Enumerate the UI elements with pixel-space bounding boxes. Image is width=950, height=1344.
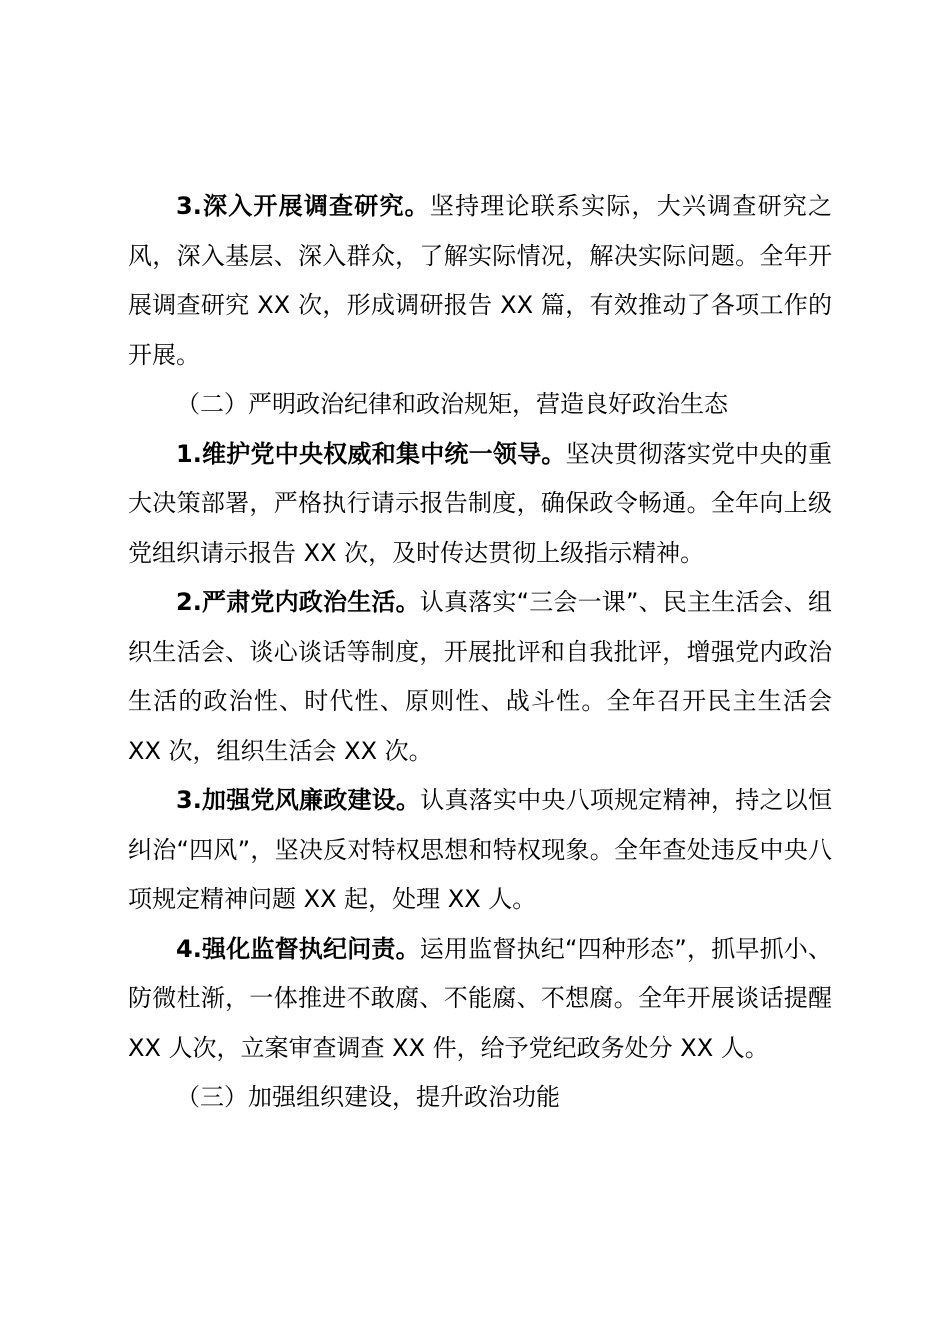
section-heading-text: （二）严明政治纪律和政治规矩，营造良好政治生态 [176, 390, 728, 418]
paragraph-text: 认真落实“三会一课”、民主生活会、组织生活会、谈心谈话等制度，开展批评和自我批评，增强党内政治生活的政治性、时代性、原则性、战斗性。全年召开民主生活会 XX 次，组织生活会 XX 次。 [128, 588, 832, 765]
paragraph-supervision [128, 925, 832, 1074]
section-heading-2 [128, 380, 832, 430]
document-body [128, 182, 832, 1123]
paragraph-political-life [128, 578, 832, 776]
paragraph-text: 坚决贯彻落实党中央的重大决策部署，严格执行请示报告制度，确保政令畅通。全年向上级党组织请示报告 XX 次，及时传达贯彻上级指示精神。 [128, 439, 832, 567]
paragraph-heading: 3.加强党风廉政建设。 [176, 786, 421, 814]
section-heading-text: （三）加强组织建设，提升政治功能 [176, 1083, 560, 1111]
paragraph-heading: 1.维护党中央权威和集中统一领导。 [176, 439, 566, 468]
paragraph-research [128, 182, 832, 380]
paragraph-integrity [128, 776, 832, 925]
paragraph-text: 坚持理论联系实际，大兴调查研究之风，深入基层、深入群众，了解实际情况，解决实际问题。全年开展调查研究 XX 次，形成调研报告 XX 篇，有效推动了各项工作的开展。 [128, 192, 832, 369]
section-heading-3 [128, 1073, 832, 1123]
paragraph-text: 认真落实中央八项规定精神，持之以恒纠治“四风”，坚决反对特权思想和特权现象。全年查处违反中央八项规定精神问题 XX 起，处理 XX 人。 [128, 786, 833, 913]
paragraph-heading: 4.强化监督执纪问责。 [176, 934, 420, 963]
paragraph-central-authority [128, 430, 832, 579]
paragraph-text: 运用监督执纪“四种形态”，抓早抓小、防微杜渐，一体推进不敢腐、不能腐、不想腐。全年开展谈话提醒 XX 人次，立案审查调查 XX 件，给予党纪政务处分 XX 人。 [128, 934, 832, 1062]
paragraph-heading: 3.深入开展调查研究。 [176, 192, 430, 220]
paragraph-heading: 2.严肃党内政治生活。 [176, 588, 420, 616]
